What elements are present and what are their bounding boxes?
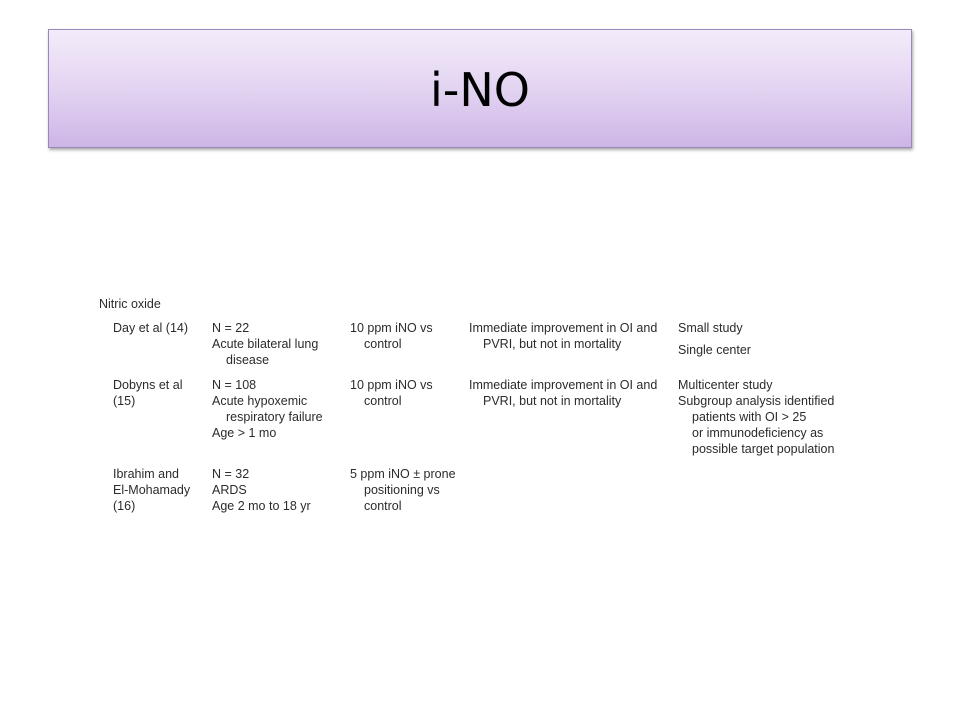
evidence-table [99, 296, 859, 523]
population-text: Age > 1 mo [212, 426, 277, 440]
comments-text: or immunodeficiency as [692, 426, 824, 440]
table-row-ibrahim [99, 466, 859, 514]
comments-text: patients with OI > 25 [692, 410, 807, 424]
title-box [48, 29, 912, 148]
intervention-text: 10 ppm iNO vs [350, 321, 433, 335]
comments-text: Small study [678, 321, 743, 335]
comments-cell [678, 377, 858, 457]
study-text: Dobyns et al [113, 378, 183, 392]
table-row-dobyns [99, 377, 859, 457]
outcome-text: Immediate improvement in OI and [469, 321, 658, 335]
comments-text: Multicenter study [678, 378, 773, 392]
comments-cell [678, 466, 858, 514]
population-cell [212, 320, 350, 368]
study-text: Day et al (14) [113, 321, 189, 335]
comments-text: Single center [678, 343, 751, 357]
population-text: Age 2 mo to 18 yr [212, 499, 311, 513]
population-text: respiratory failure [226, 410, 323, 424]
intervention-cell [350, 377, 469, 457]
comments-text: possible target population [692, 442, 835, 456]
intervention-text: 10 ppm iNO vs [350, 378, 433, 392]
outcome-text: PVRI, but not in mortality [483, 394, 622, 408]
intervention-text: control [364, 394, 402, 408]
slide-title: i-NO [430, 62, 530, 117]
population-text: Acute bilateral lung [212, 337, 319, 351]
study-text: Ibrahim and [113, 467, 180, 481]
population-cell [212, 377, 350, 457]
population-text: disease [226, 353, 270, 367]
outcome-cell [469, 466, 678, 514]
study-cell [99, 466, 212, 514]
section-header: Nitric oxide [99, 297, 161, 311]
population-text: Acute hypoxemic [212, 394, 308, 408]
study-cell [99, 320, 212, 368]
outcome-cell [469, 320, 678, 368]
study-text: (16) [113, 499, 136, 513]
intervention-text: 5 ppm iNO ± prone [350, 467, 456, 481]
table-row-day [99, 320, 859, 368]
comments-text: Subgroup analysis identified [678, 394, 835, 408]
population-cell [212, 466, 350, 514]
outcome-text: Immediate improvement in OI and [469, 378, 658, 392]
study-text: (15) [113, 394, 136, 408]
intervention-text: control [364, 499, 402, 513]
intervention-cell [350, 320, 469, 368]
population-text: N = 22 [212, 321, 250, 335]
study-cell [99, 377, 212, 457]
comments-cell [678, 320, 858, 368]
outcome-cell [469, 377, 678, 457]
population-text: N = 32 [212, 467, 250, 481]
study-text: El-Mohamady [113, 483, 191, 497]
intervention-text: control [364, 337, 402, 351]
population-text: ARDS [212, 483, 247, 497]
intervention-cell [350, 466, 469, 514]
outcome-text: PVRI, but not in mortality [483, 337, 622, 351]
population-text: N = 108 [212, 378, 257, 392]
intervention-text: positioning vs [364, 483, 440, 497]
